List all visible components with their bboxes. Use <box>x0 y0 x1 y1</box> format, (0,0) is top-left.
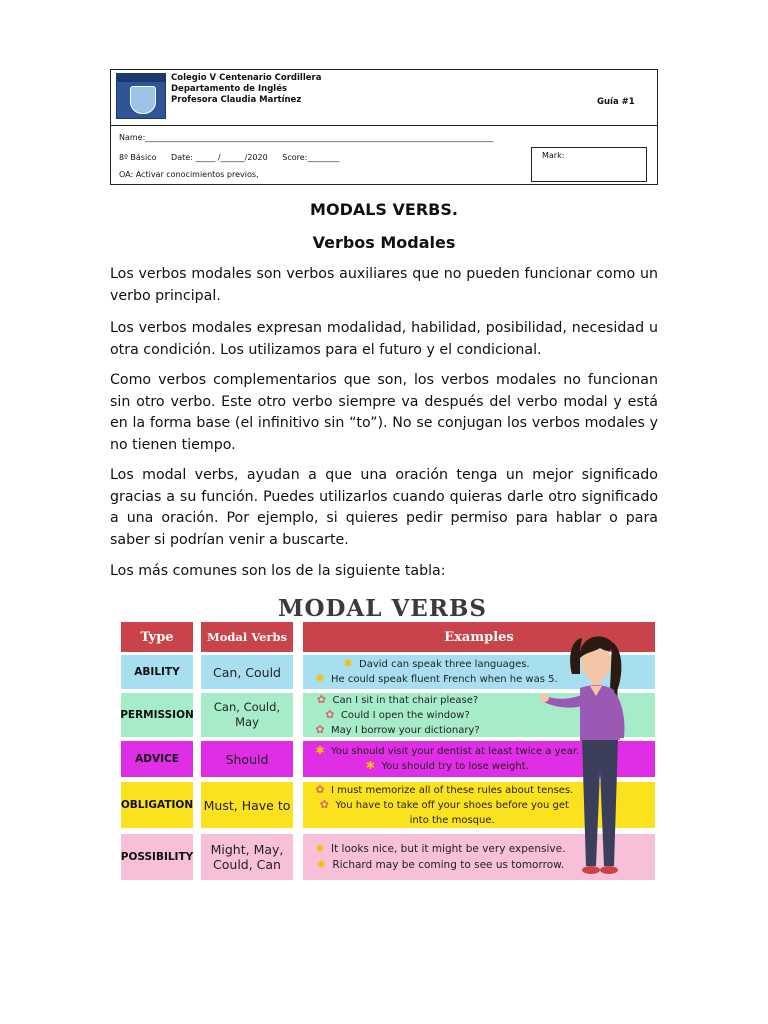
name-field: Name:_______________________________________________________________________________________ <box>119 133 494 142</box>
list-item: ✱ You should try to lose weight. <box>313 759 579 774</box>
mark-box <box>531 147 647 182</box>
paragraph-2: Los verbos modales expresan modalidad, habilidad, posibilidad, necesidad u otra condición. Los utilizamos para el futuro y el condicional. <box>110 320 658 358</box>
worksheet-header <box>110 69 658 185</box>
shield-icon <box>130 86 156 114</box>
info-line <box>119 153 351 162</box>
type-advice: ADVICE <box>121 741 193 777</box>
page-title: MODALS VERBS. <box>310 200 458 219</box>
list-item: ✿ I must memorize all of these rules about tenses. <box>313 783 573 798</box>
modal-ability: Can, Could <box>201 655 293 689</box>
list-item: ✱ Richard may be coming to see us tomorrow. <box>313 857 565 873</box>
star-icon: ✱ <box>315 842 325 855</box>
mark-label: Mark: <box>542 151 565 160</box>
modal-possibility: Might, May, Could, Can <box>201 834 293 880</box>
teacher-illustration <box>540 630 650 880</box>
objective-line: OA: Activar conocimientos previos, <box>119 170 259 179</box>
paragraph-4: Los modal verbs, ayudan a que una oración tenga un mejor significado gracias a su función. Puedes utilizarlos cuando quieras darle otro significado a una oración. Por ejemplo, si quieres pedir permiso para hablar o para saber si podrían venir a buscarte. <box>110 467 658 548</box>
list-item: ✱ David can speak three languages. <box>313 657 558 672</box>
type-permission: PERMISSION <box>121 693 193 737</box>
flower-icon: ✿ <box>316 692 327 706</box>
list-item: ✱ You should visit your dentist at least twice a year. <box>313 744 579 759</box>
list-item: ✿ Could I open the window? <box>313 708 480 723</box>
list-item: ✿ Can I sit in that chair please? <box>313 693 480 708</box>
guide-number: Guía #1 <box>597 97 635 107</box>
flower-icon: ✿ <box>315 722 325 736</box>
type-ability: ABILITY <box>121 655 193 689</box>
paragraph-3: Como verbos complementarios que son, los verbos modales no funcionan sin otro verbo. Este otro verbo siempre va después del verbo modal y está en la forma base (el infinitivo sin “to”). No se conjugan los verbos modales y no tienen tiempo. <box>110 372 658 453</box>
list-item: ✱ He could speak fluent French when he was 5. <box>313 672 558 687</box>
star-icon: ✱ <box>315 744 325 757</box>
school-logo <box>116 73 166 119</box>
modal-obligation: Must, Have to <box>201 782 293 828</box>
modal-advice: Should <box>201 741 293 777</box>
teacher: Profesora Claudia Martínez <box>171 95 302 105</box>
list-item: ✿ You have to take off your shoes before you get <box>313 798 573 813</box>
score-field: Score:________ <box>282 153 340 162</box>
header-divider <box>111 125 657 126</box>
list-item: ✱ It looks nice, but it might be very expensive. <box>313 841 565 857</box>
paragraph-1: Los verbos modales son verbos auxiliares que no pueden funcionar como un verbo principal. <box>110 266 658 304</box>
header-type: Type <box>121 622 193 652</box>
flower-icon: ✿ <box>319 797 329 811</box>
header-examples: Examples <box>303 622 655 652</box>
school-info <box>171 73 321 106</box>
modal-verbs-title: MODAL VERBS <box>277 595 487 622</box>
flower-icon: ✿ <box>315 782 325 796</box>
list-item: into the mosque. <box>409 814 495 826</box>
star-icon: ✱ <box>315 672 325 685</box>
flower-icon: ✿ <box>325 707 335 721</box>
department: Departamento de Inglés <box>171 84 288 94</box>
header-modal-verbs: Modal Verbs <box>201 622 293 652</box>
page-subtitle: Verbos Modales <box>312 233 456 252</box>
date-field: Date: _____ /______/2020 <box>171 153 268 162</box>
type-obligation: OBLIGATION <box>121 782 193 828</box>
school-name: Colegio V Centenario Cordillera <box>171 73 322 83</box>
list-item: ✿ May I borrow your dictionary? <box>313 723 480 738</box>
star-icon: ✱ <box>343 657 353 670</box>
grade-label: 8º Básico <box>119 153 157 162</box>
star-icon: ✱ <box>365 759 375 772</box>
star-icon: ✱ <box>316 858 326 871</box>
type-possibility: POSSIBILITY <box>121 834 193 880</box>
paragraph-5: Los más comunes son los de la siguiente tabla: <box>110 563 446 579</box>
modal-permission: Can, Could, May <box>201 693 293 737</box>
